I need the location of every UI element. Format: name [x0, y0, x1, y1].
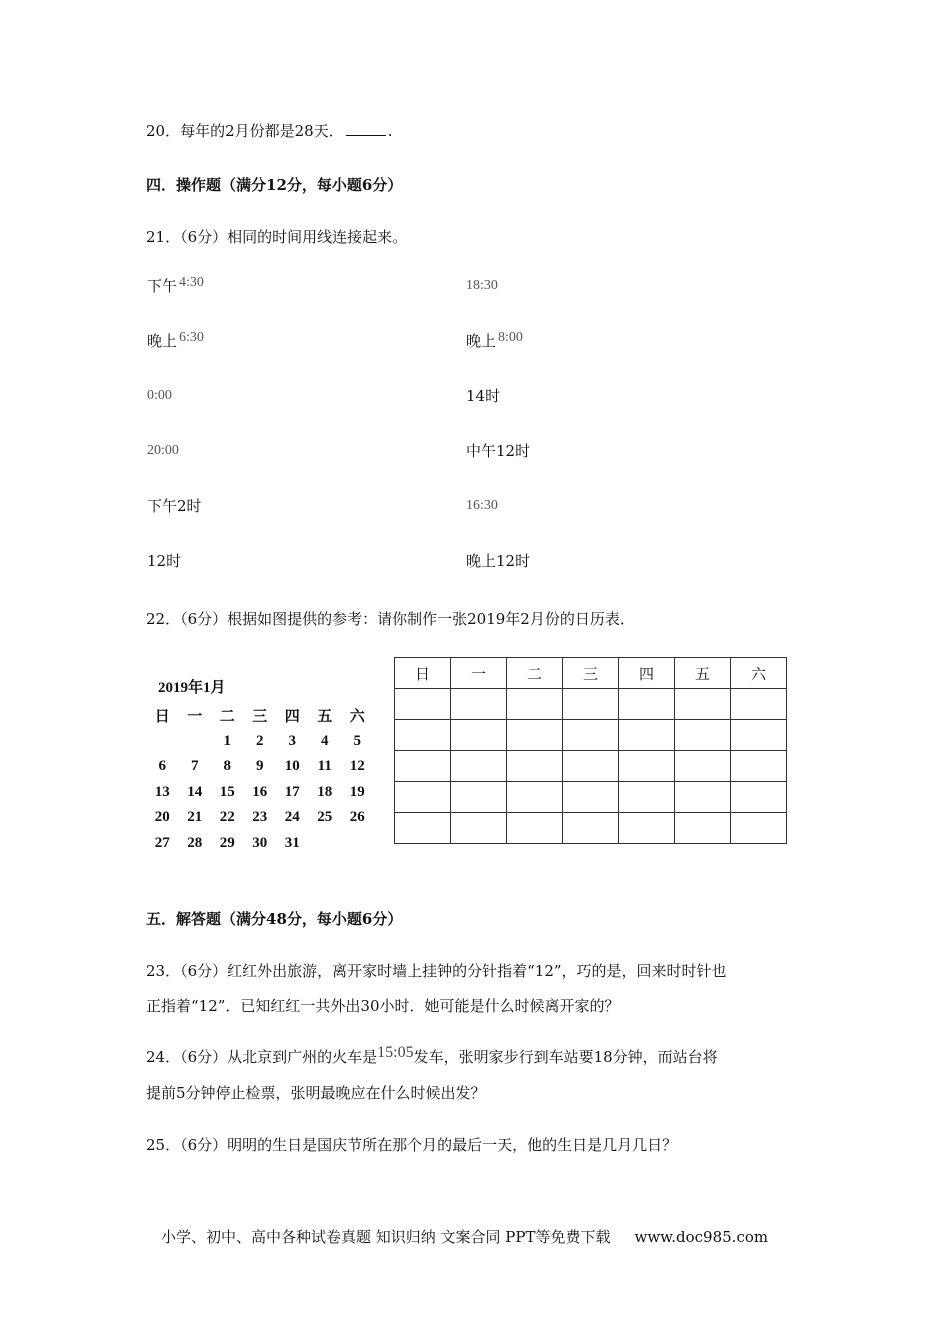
table-cell[interactable] [395, 782, 451, 813]
section-5-heading: 五．解答题（满分48分，每小题6分） [146, 910, 403, 928]
calendar-day: 22 [219, 809, 235, 826]
table-cell[interactable] [563, 689, 619, 720]
table-cell[interactable] [507, 782, 563, 813]
time-value: 20:00 [147, 443, 179, 458]
q20-text: 20．每年的2月份都是28天． [146, 122, 344, 140]
q20-end: . [387, 122, 393, 140]
time-label: 下午2时 [147, 497, 202, 515]
table-row [395, 813, 787, 844]
table-header-cell: 一 [451, 658, 507, 689]
calendar-day: 16 [252, 783, 268, 800]
question-24-line2: 提前5分钟停止检票，张明最晚应在什么时候出发？ [146, 1084, 486, 1102]
table-cell[interactable] [563, 782, 619, 813]
question-22: 22．（6分）根据如图提供的参考：请你制作一张2019年2月份的日历表． [146, 610, 635, 628]
calendar-day: 6 [158, 758, 166, 775]
time-value: 16:30 [466, 498, 498, 513]
weekday-label: 日 [154, 709, 170, 726]
q24-time: 15:05 [377, 1044, 414, 1061]
table-cell[interactable] [731, 813, 787, 844]
table-cell[interactable] [507, 813, 563, 844]
table-row [395, 751, 787, 782]
calendar-title: 2019年1月 [158, 680, 226, 696]
calendar-day: 3 [288, 732, 296, 749]
table-cell[interactable] [619, 689, 675, 720]
table-header-cell: 日 [395, 658, 451, 689]
calendar-day: 4 [321, 732, 329, 749]
calendar-day: 8 [223, 758, 231, 775]
calendar-day: 7 [191, 758, 199, 775]
table-cell[interactable] [451, 813, 507, 844]
question-24-line1 [146, 1046, 718, 1067]
table-cell[interactable] [451, 720, 507, 751]
time-label: 晚上 [147, 332, 178, 350]
blank-calendar-table [394, 657, 787, 844]
table-header-cell: 四 [619, 658, 675, 689]
table-cell[interactable] [731, 751, 787, 782]
time-value: 6:30 [179, 330, 204, 345]
weekday-label: 四 [284, 709, 300, 726]
table-cell[interactable] [507, 751, 563, 782]
table-cell[interactable] [507, 689, 563, 720]
question-23-line2: 正指着“12”．已知红红一共外出30小时．她可能是什么时候离开家的？ [146, 997, 620, 1015]
footer-text: 小学、初中、高中各种试卷真题 知识归纳 文案合同 PPT等免费下载 [161, 1228, 611, 1246]
table-cell[interactable] [563, 813, 619, 844]
calendar-weekdays [146, 703, 372, 729]
calendar-week-row [146, 754, 372, 780]
table-row [395, 782, 787, 813]
calendar-week-row [146, 805, 372, 831]
table-cell[interactable] [619, 813, 675, 844]
table-cell[interactable] [563, 751, 619, 782]
table-cell[interactable] [395, 751, 451, 782]
calendar-day: 23 [252, 809, 268, 826]
calendar-day: 27 [154, 834, 170, 851]
table-header-cell: 五 [675, 658, 731, 689]
answer-blank[interactable] [346, 123, 386, 136]
calendar-day: 20 [154, 809, 170, 826]
calendar-week-row [146, 831, 372, 857]
time-item-right[interactable] [466, 385, 500, 406]
calendar-day: 11 [317, 758, 332, 775]
weekday-label: 二 [219, 709, 235, 726]
table-cell[interactable] [451, 689, 507, 720]
table-cell[interactable] [675, 813, 731, 844]
calendar-day: 25 [317, 809, 333, 826]
time-label: 晚上12时 [466, 552, 531, 570]
table-cell[interactable] [395, 689, 451, 720]
table-cell[interactable] [619, 751, 675, 782]
time-value: 0:00 [147, 388, 172, 403]
table-cell[interactable] [731, 782, 787, 813]
calendar-day: 14 [187, 783, 203, 800]
reference-calendar [146, 676, 372, 856]
calendar-day: 18 [317, 783, 333, 800]
calendar-day: 2 [256, 732, 264, 749]
calendar-week-row [146, 729, 372, 755]
time-label: 下午 [147, 277, 178, 295]
q24-text-b: 发车，张明家步行到车站要18分钟，而站台将 [413, 1048, 718, 1066]
calendar-day: 15 [219, 783, 235, 800]
calendar-day: 9 [256, 758, 264, 775]
time-label: 14时 [466, 387, 501, 405]
table-cell[interactable] [563, 720, 619, 751]
time-value: 4:30 [179, 275, 204, 290]
calendar-day: 28 [187, 834, 203, 851]
time-value: 8:00 [498, 330, 523, 345]
time-item-right[interactable] [466, 495, 498, 514]
table-cell[interactable] [395, 720, 451, 751]
weekday-label: 一 [187, 709, 203, 726]
calendar-day: 26 [349, 809, 365, 826]
time-label: 中午12时 [466, 442, 531, 460]
time-item-left[interactable] [147, 495, 202, 516]
time-item-right[interactable] [466, 550, 530, 571]
time-label: 12时 [147, 552, 182, 570]
q24-text-a: 24．（6分）从北京到广州的火车是 [146, 1048, 378, 1066]
calendar-day: 17 [284, 783, 300, 800]
calendar-day: 30 [252, 834, 268, 851]
table-cell[interactable] [619, 782, 675, 813]
table-cell[interactable] [731, 689, 787, 720]
table-cell[interactable] [451, 782, 507, 813]
weekday-label: 三 [252, 709, 268, 726]
time-item-right[interactable] [466, 330, 523, 351]
table-cell[interactable] [675, 689, 731, 720]
table-header-row [395, 658, 787, 689]
table-header-cell: 三 [563, 658, 619, 689]
time-item-right[interactable] [466, 440, 530, 461]
table-cell[interactable] [619, 720, 675, 751]
section-4-heading: 四．操作题（满分12分，每小题6分） [146, 176, 403, 194]
table-cell[interactable] [395, 813, 451, 844]
time-value: 18:30 [466, 278, 498, 293]
calendar-day: 21 [187, 809, 203, 826]
table-header-cell: 六 [731, 658, 787, 689]
time-item-left[interactable] [147, 550, 181, 571]
question-25: 25．（6分）明明的生日是国庆节所在那个月的最后一天，他的生日是几月几日？ [146, 1136, 678, 1154]
time-item-right[interactable] [466, 275, 498, 294]
weekday-label: 五 [317, 709, 333, 726]
calendar-day: 29 [219, 834, 235, 851]
question-20 [146, 120, 393, 141]
table-cell[interactable] [507, 720, 563, 751]
table-cell[interactable] [675, 782, 731, 813]
calendar-day: 24 [284, 809, 300, 826]
table-cell[interactable] [675, 751, 731, 782]
question-21: 21．（6分）相同的时间用线连接起来。 [146, 228, 408, 246]
weekday-label: 六 [349, 709, 365, 726]
footer-link[interactable]: www.doc985.com [634, 1228, 769, 1246]
time-item-left[interactable] [147, 440, 179, 459]
question-23-line1: 23．（6分）红红外出旅游，离开家时墙上挂钟的分针指着“12”，巧的是，回来时时针也 [146, 962, 727, 980]
calendar-day: 1 [223, 732, 231, 749]
time-item-left[interactable] [147, 385, 172, 404]
time-label: 晚上 [466, 332, 497, 350]
table-cell[interactable] [451, 751, 507, 782]
calendar-day: 19 [349, 783, 365, 800]
table-cell[interactable] [731, 720, 787, 751]
footer [161, 1226, 768, 1247]
calendar-week-row [146, 780, 372, 806]
table-row [395, 720, 787, 751]
calendar-day: 31 [284, 834, 300, 851]
table-row [395, 689, 787, 720]
calendar-day: 12 [349, 758, 365, 775]
calendar-day: 13 [154, 783, 170, 800]
table-cell[interactable] [675, 720, 731, 751]
time-item-left[interactable] [147, 330, 204, 351]
calendar-day: 5 [353, 732, 361, 749]
calendar-day: 10 [284, 758, 300, 775]
time-item-left[interactable] [147, 275, 204, 296]
table-header-cell: 二 [507, 658, 563, 689]
